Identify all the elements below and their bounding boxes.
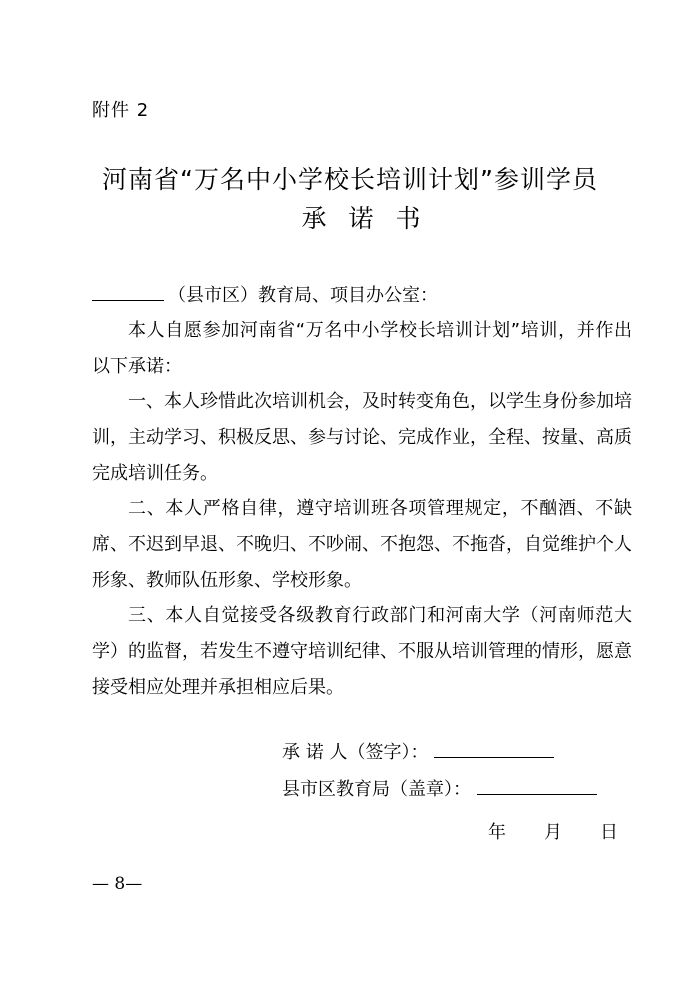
bureau-seal-row <box>282 776 597 800</box>
date-row <box>488 818 618 844</box>
document-title: 河南省“万名中小学校长培训计划”参训学员 <box>102 165 598 194</box>
addressee-line <box>92 278 632 314</box>
page-number: — 8— <box>92 874 143 894</box>
intro-paragraph: 本人自愿参加河南省“万名中小学校长培训计划”培训，并作出以下承诺： <box>92 320 632 377</box>
date-year: 年 <box>488 822 506 843</box>
promise-paragraph-3: 三、本人自觉接受各级教育行政部门和河南大学（河南师范大学）的监督，若发生不遵守培训纪律、不服从培训管理的情形，愿意接受相应处理并承担相应后果。 <box>92 605 632 698</box>
addressee-blank <box>92 280 164 301</box>
promiser-signature-label: 承 诺 人（签字）： <box>282 742 429 763</box>
promise-paragraph-1: 一、本人珍惜此次培训机会，及时转变角色，以学生身份参加培训，主动学习、积极反思、参与讨论、完成作业，全程、按量、高质完成培训任务。 <box>92 391 632 484</box>
addressee-text: （县市区）教育局、项目办公室： <box>168 285 438 306</box>
bureau-seal-line[interactable] <box>477 776 597 795</box>
document-subtitle: 承诺书 <box>301 204 443 233</box>
bureau-seal-label: 县市区教育局（盖章）： <box>282 779 471 800</box>
date-month: 月 <box>544 822 562 843</box>
promiser-signature-line[interactable] <box>434 739 554 758</box>
attachment-label: 附件 2 <box>92 100 150 121</box>
promise-paragraph-2: 二、本人严格自律，遵守培训班各项管理规定，不酗酒、不缺席、不迟到早退、不晚归、不吵闹、不抱怨、不拖沓，自觉维护个人形象、教师队伍形象、学校形象。 <box>92 498 632 591</box>
promiser-signature-row <box>282 739 554 763</box>
date-day: 日 <box>600 822 618 843</box>
